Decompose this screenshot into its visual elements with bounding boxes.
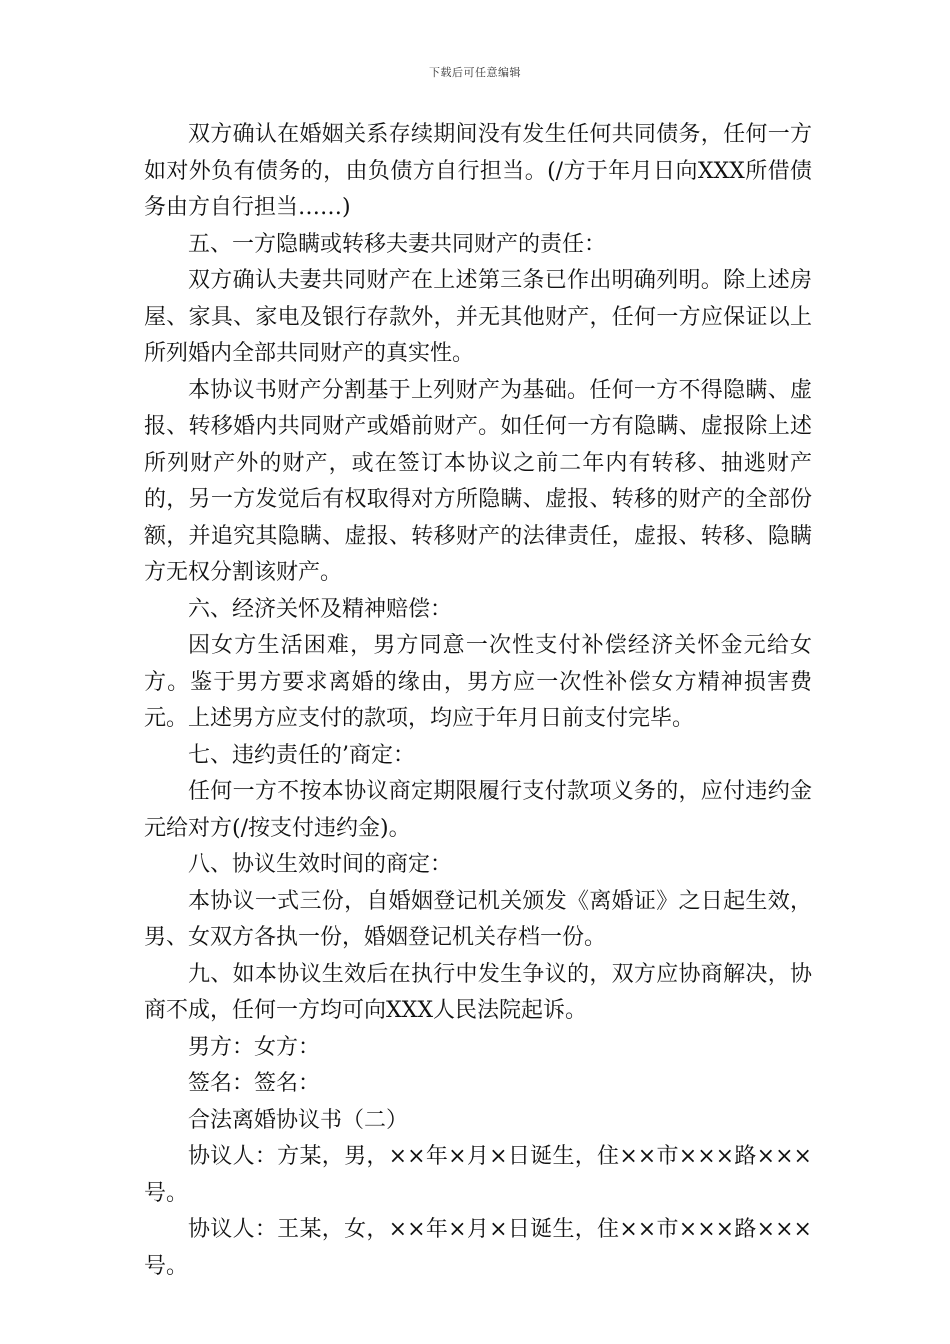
paragraph-compensation: 因女方生活困难，男方同意一次性支付补偿经济关怀金元给女方。鉴于男方要求离婚的缘由，男方应一次性补偿女方精神损害费元。上述男方应支付的款项，均应于年月日前支付完毕。 (144, 633, 812, 731)
paragraph-debt-confirmation: 双方确认在婚姻关系存续期间没有发生任何共同债务，任何一方如对外负有债务的，由负债方自行担当。(/方于年月日向XXX所借债务由方自行担当……) (144, 122, 812, 220)
section-heading-9: 九、如本协议生效后在执行中发生争议的，双方应协商解决，协商不成，任何一方均可向XXX人民法院起诉。 (144, 961, 812, 1023)
party-info-2: 协议人：王某，女，××年×月×日诞生，住××市×××路×××号。 (144, 1217, 812, 1279)
paragraph-effective: 本协议一式三份，自婚姻登记机关颁发《离婚证》之日起生效，男、女双方各执一份，婚姻登记机关存档一份。 (144, 888, 812, 950)
document-body (144, 117, 812, 1285)
party-info-1: 协议人：方某，男，××年×月×日诞生，住××市×××路×××号。 (144, 1144, 812, 1206)
section-heading-7: 七、违约责任的’商定： (188, 742, 415, 768)
section-heading-6: 六、经济关怀及精神赔偿： (188, 596, 453, 622)
page-header: 下载后可任意编辑 (429, 66, 521, 79)
section-heading-8: 八、协议生效时间的商定： (188, 852, 453, 877)
paragraph-property-division: 本协议书财产分割基于上列财产为基础。任何一方不得隐瞒、虚报、转移婚内共同财产或婚前财产。如任何一方有隐瞒、虚报除上述所列财产外的财产，或在签订本协议之前二年内有转移、抽逃财产的，另一方发觉后有权取得对方所隐瞒、虚报、转移的财产的全部份额，并追究其隐瞒、虚报、转移财产的法律责任，虚报、转移、隐瞒方无权分割该财产。 (144, 377, 812, 585)
party-labels: 男方：女方： (188, 1034, 321, 1060)
paragraph-breach: 任何一方不按本协议商定期限履行支付款项义务的，应付违约金元给对方(/按支付违约金)。 (144, 779, 812, 841)
signature-labels: 签名：签名： (188, 1071, 321, 1096)
paragraph-property-confirmation: 双方确认夫妻共同财产在上述第三条已作出明确列明。除上述房屋、家具、家电及银行存款外，并无其他财产，任何一方应保证以上所列婚内全部共同财产的真实性。 (144, 268, 812, 366)
document-subtitle: 合法离婚协议书（二） (188, 1107, 409, 1133)
section-heading-5: 五、一方隐瞒或转移夫妻共同财产的责任： (188, 231, 607, 257)
